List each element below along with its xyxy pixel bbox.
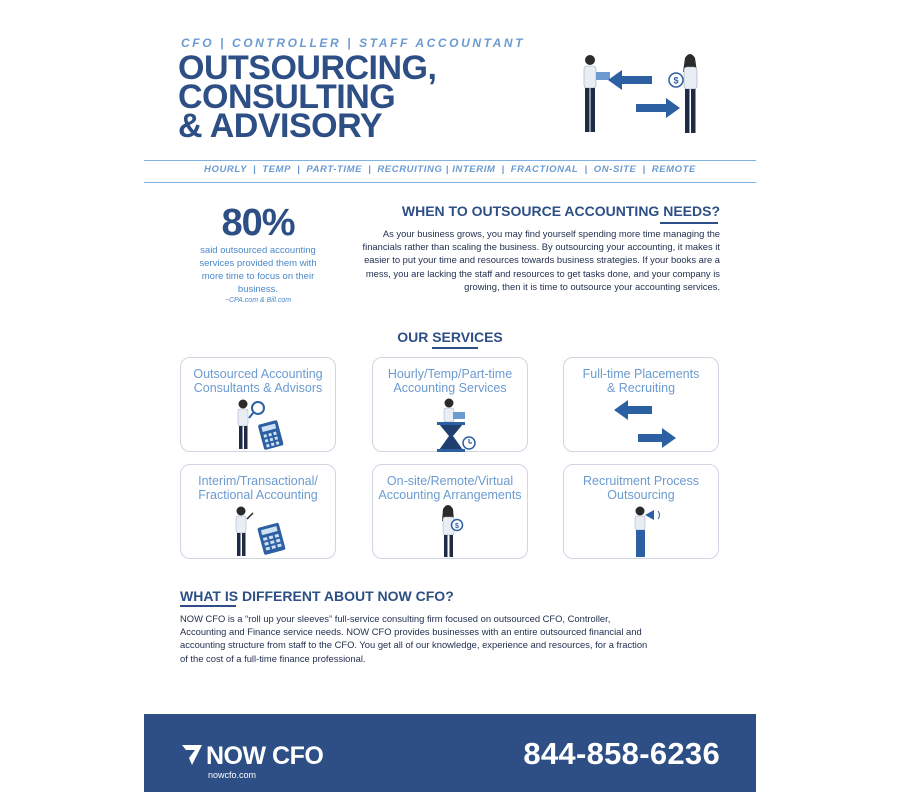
- person-megaphone-icon: [592, 503, 692, 559]
- service-card-title-line: Outsourcing: [607, 488, 675, 502]
- arrow-left-icon: [608, 70, 652, 90]
- different-body: NOW CFO is a “roll up your sleeves” full-service consulting firm focused on outsourced CFO, Controller, Accounting and Finance service needs. NOW CFO provides businesses with an entire outsourced financial and accounting structure from staff to the CFO. You get all of our knowledge, experience and resources, for a fraction of the cost of a full-time finance professional.: [180, 613, 648, 664]
- svg-text:$: $: [455, 523, 459, 530]
- when-heading: WHEN TO OUTSOURCE ACCOUNTING NEEDS?: [401, 203, 720, 219]
- svg-text:$: $: [673, 75, 679, 86]
- page-title-line: OUTSOURCING,: [178, 49, 437, 87]
- service-card-title-line: Consultants & Advisors: [193, 381, 323, 395]
- person-magnifier-calculator-icon: [209, 396, 309, 452]
- service-card-title-line: On-site/Remote/Virtual: [386, 474, 514, 488]
- footer-banner: [144, 714, 756, 792]
- service-card: [563, 357, 719, 452]
- page-title-line: CONSULTING: [178, 78, 396, 116]
- arrow-right-icon: [636, 98, 680, 118]
- service-card-title-line: Full-time Placements: [582, 367, 700, 381]
- heading-underline: [660, 222, 718, 224]
- service-card-title: [375, 367, 525, 395]
- stat-source: ~CPA.com & Bill.com: [224, 297, 292, 304]
- service-card-title-line: Hourly/Temp/Part-time: [387, 367, 513, 381]
- person-calculator-icon: [209, 503, 309, 559]
- tag-part-time: PART-TIME: [306, 164, 363, 175]
- service-card: [372, 357, 528, 452]
- different-heading: WHAT IS DIFFERENT ABOUT NOW CFO?: [180, 588, 454, 604]
- person-hourglass-laptop-icon: [401, 396, 501, 452]
- woman-with-dollar-icon: [669, 54, 697, 133]
- service-card-title-line: Accounting Arrangements: [378, 488, 522, 502]
- tag-recruiting-interim: RECRUITING | INTERIM: [377, 164, 496, 175]
- man-with-laptop-icon: [584, 55, 610, 132]
- service-card-title: [183, 367, 333, 395]
- stat-description: said outsourced accounting services provided them with more time to focus on their business.: [199, 245, 317, 295]
- service-card-title-line: Outsourced Accounting: [193, 367, 323, 381]
- service-card-title-line: Recruitment Process: [582, 474, 699, 488]
- service-card-title: [566, 367, 716, 395]
- hero-exchange-illustration: [572, 50, 712, 140]
- page-title-line: & ADVISORY: [178, 107, 383, 145]
- service-card-title-line: & Recruiting: [606, 381, 676, 395]
- page-title: [178, 49, 508, 145]
- stat-number: 80%: [221, 202, 295, 244]
- kicker-roles: CFO | CONTROLLER | STAFF ACCOUNTANT: [181, 36, 526, 50]
- service-card: [563, 464, 719, 559]
- heading-underline: [432, 347, 478, 349]
- heading-underline: [180, 605, 236, 607]
- tag-remote: REMOTE: [651, 164, 696, 175]
- tag-on-site: ON-SITE: [593, 164, 637, 175]
- service-card: [372, 464, 528, 559]
- when-body: As your business grows, you may find yourself spending more time managing the financials rather than scaling the business. By outsourcing your accounting, it makes it easier to put your time and resources towards business strategies. If your books are a mess, you are lacking the staff and resources to get tasks done, and your company is growing, then it is time to outsource your accounting services.: [362, 228, 720, 292]
- service-card-title: [566, 474, 716, 502]
- service-card-title: [183, 474, 333, 502]
- brand-url[interactable]: nowcfo.com: [208, 770, 257, 780]
- service-card-title-line: Fractional Accounting: [198, 488, 318, 502]
- person-dollar-icon: [401, 503, 501, 559]
- phone-number[interactable]: 844-858-6236: [523, 736, 720, 771]
- divider: [144, 182, 756, 183]
- now-cfo-logo-icon: [181, 744, 203, 766]
- service-tags: HOURLY | TEMP | PART-TIME | RECRUITING | INTERIM | FRACTIONAL | ON-SITE | REMOTE: [204, 164, 696, 175]
- tag-fractional: FRACTIONAL: [510, 164, 579, 175]
- service-card-title-line: Interim/Transactional/: [198, 474, 318, 488]
- service-card: [180, 464, 336, 559]
- services-heading: OUR SERVICES: [397, 329, 503, 345]
- service-card-title: [375, 474, 525, 502]
- service-card: [180, 357, 336, 452]
- tag-temp: TEMP: [262, 164, 292, 175]
- exchange-arrows-icon: [592, 396, 692, 452]
- brand-name: NOW CFO: [206, 742, 324, 770]
- divider: [144, 160, 756, 161]
- service-card-title-line: Accounting Services: [393, 381, 507, 395]
- tag-hourly: HOURLY: [204, 164, 248, 175]
